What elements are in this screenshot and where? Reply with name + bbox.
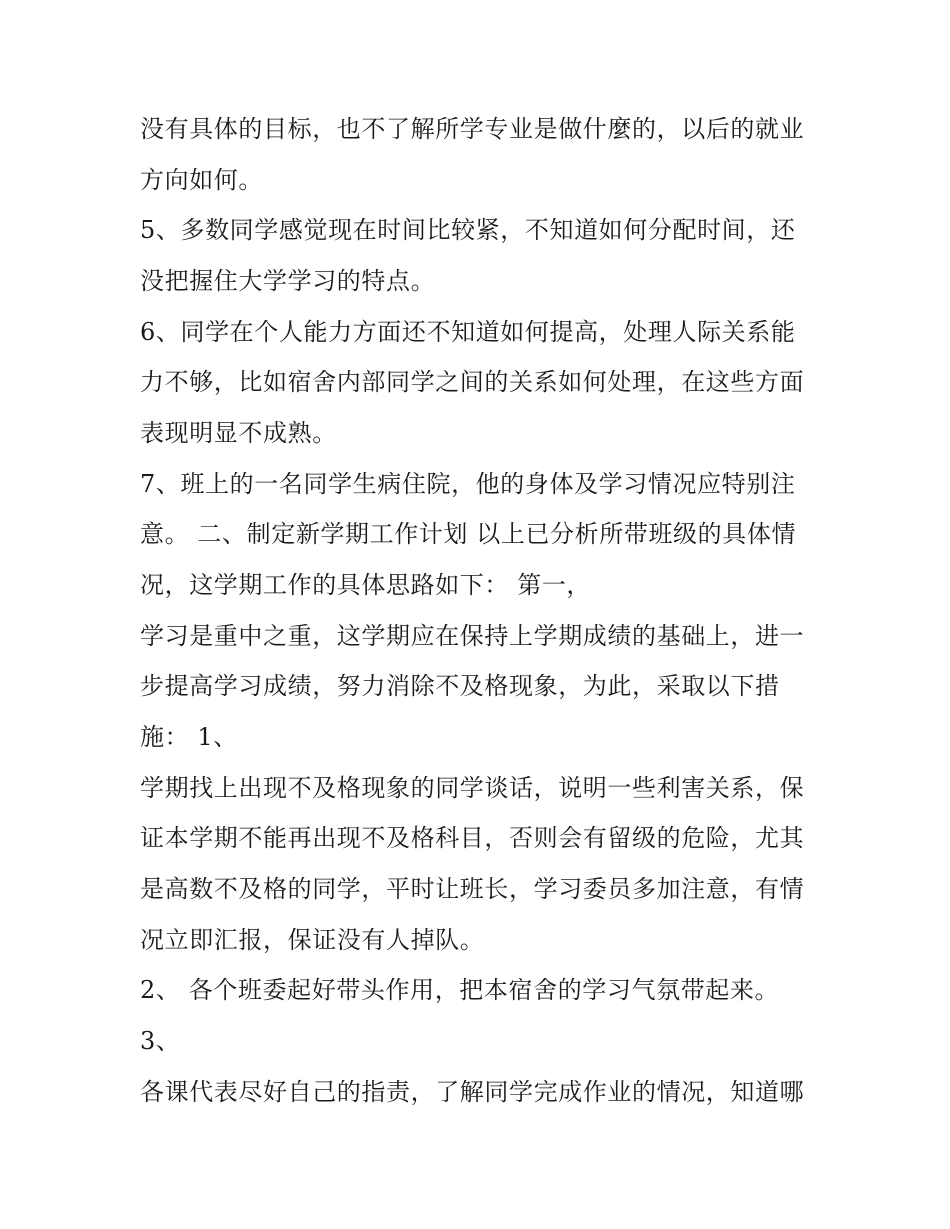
text-line: 意。 二、制定新学期工作计划 以上已分析所带班级的具体情 [140, 520, 797, 548]
text-line: 学期找上出现不及格现象的同学谈话，说明一些利害关系，保 [140, 774, 805, 802]
text-line: 表现明显不成熟。 [140, 419, 337, 447]
text-line: 况，这学期工作的具体思路如下： 第一， [140, 571, 592, 599]
text-line: 步提高学习成绩，努力消除不及格现象，为此，采取以下措 [140, 672, 780, 700]
text-line: 学习是重中之重，这学期应在保持上学期成绩的基础上，进一 [140, 622, 805, 650]
text-line: 方向如何。 [140, 166, 263, 194]
text-line: 3、 [140, 1027, 181, 1055]
text-line: 2、 各个班委起好带头作用，把本宿舍的学习气氛带起来。 [140, 976, 780, 1004]
text-line: 没有具体的目标，也不了解所学专业是做什麼的，以后的就业 [140, 115, 805, 143]
text-line: 没把握住大学学习的特点。 [140, 267, 436, 295]
text-line: 各课代表尽好自己的指责，了解同学完成作业的情况，知道哪 [140, 1078, 805, 1106]
text-line: 是高数不及格的同学，平时让班长，学习委员多加注意，有情 [140, 875, 805, 903]
text-line: 6、同学在个人能力方面还不知道如何提高，处理人际关系能 [140, 318, 796, 346]
text-line: 7、班上的一名同学生病住院，他的身体及学习情况应特别注 [140, 470, 796, 498]
text-line: 5、多数同学感觉现在时间比较紧，不知道如何分配时间，还 [140, 216, 796, 244]
text-line: 力不够，比如宿舍内部同学之间的关系如何处理，在这些方面 [140, 368, 805, 396]
text-line: 况立即汇报，保证没有人掉队。 [140, 926, 485, 954]
text-line: 施： 1、 [140, 723, 238, 751]
text-line: 证本学期不能再出现不及格科目，否则会有留级的危险，尤其 [140, 824, 805, 852]
